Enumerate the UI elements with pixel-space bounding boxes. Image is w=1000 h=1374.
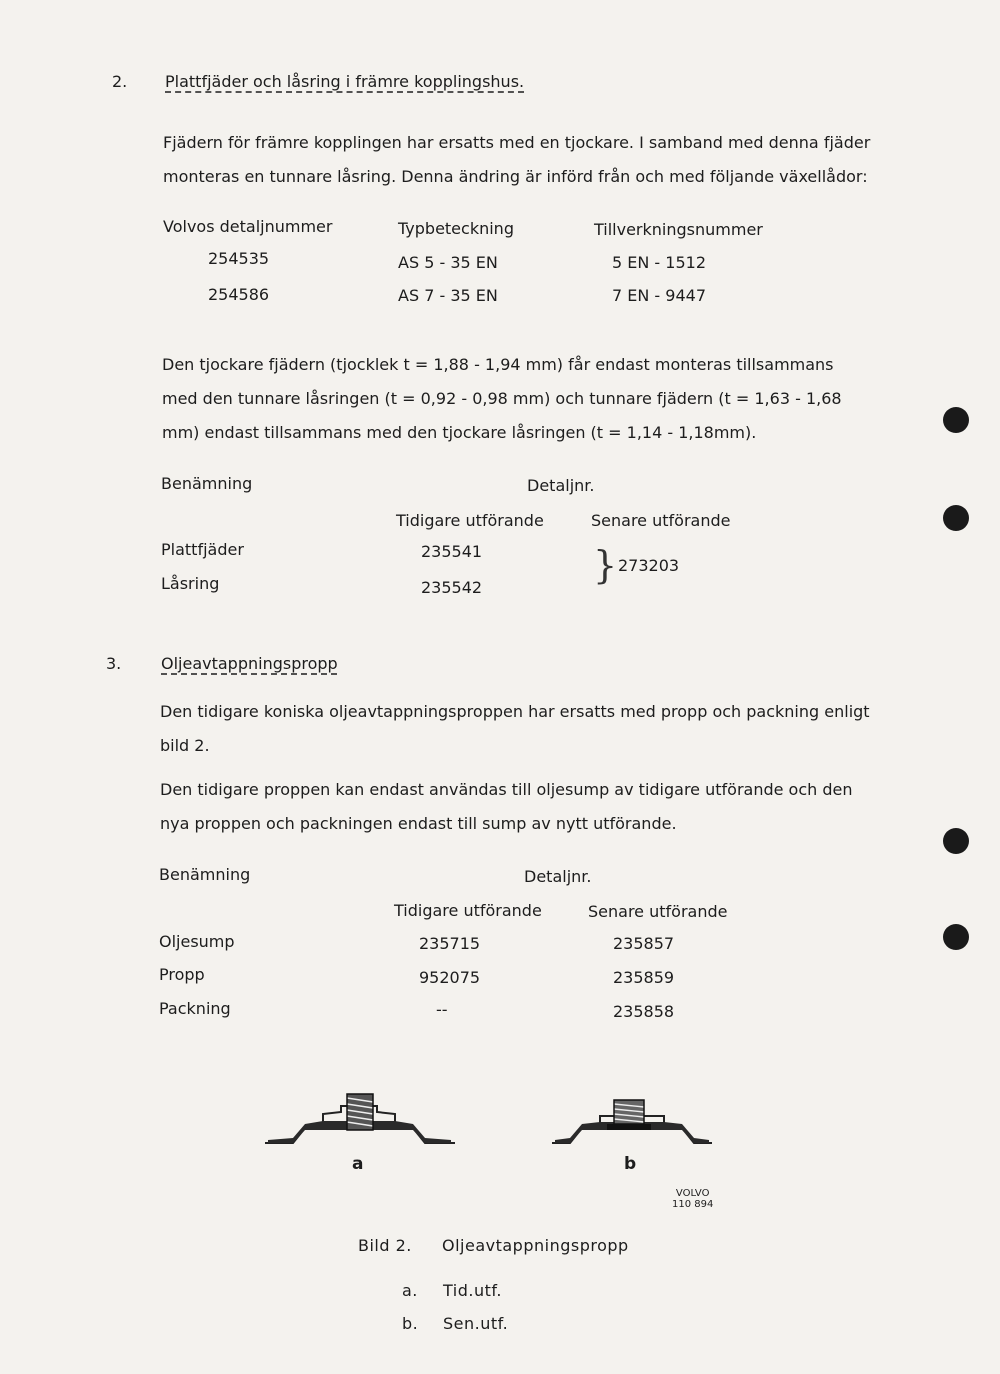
table2-row-old: 235541 [421, 542, 483, 561]
section-2-heading: Plattfjäder och låsring i främre kopplingshus. [165, 72, 525, 91]
legend-key-a: a. [402, 1281, 418, 1300]
brace-symbol: } [593, 543, 618, 587]
table3-col-detail: Detaljnr. [524, 867, 592, 886]
legend-text-b: Sen.utf. [443, 1314, 509, 1333]
table2-row-name: Plattfjäder [161, 540, 244, 559]
table3-col-name: Benämning [159, 865, 251, 884]
table1-cell: AS 7 - 35 EN [398, 286, 498, 305]
binder-hole-1 [943, 407, 969, 433]
section-2-paragraph-2 [162, 348, 842, 450]
table3-row-name: Oljesump [159, 932, 235, 951]
text-line: Den tidigare proppen kan endast användas till oljesump av tidigare utförande och den [160, 780, 853, 799]
table2-row-old: 235542 [421, 578, 483, 597]
table2-col-new: Senare utförande [591, 511, 731, 530]
binder-hole-2 [943, 505, 969, 531]
table3-col-new: Senare utförande [588, 902, 728, 921]
table3-row-new: 235859 [613, 968, 675, 987]
section-3-number: 3. [106, 654, 122, 673]
section-2-paragraph-1 [163, 126, 870, 194]
section-3-paragraph-2 [160, 773, 853, 841]
binder-hole-3 [943, 828, 969, 854]
legend-text-a: Tid.utf. [443, 1281, 502, 1300]
table1-cell: 5 EN - 1512 [612, 253, 707, 272]
figure-caption-text: Oljeavtappningspropp [442, 1236, 629, 1255]
figure-caption-number: Bild 2. [358, 1236, 412, 1255]
drain-plug-drawing-a [265, 1088, 455, 1148]
table1-header-type: Typbeteckning [398, 219, 514, 238]
logo-brand: VOLVO [675, 1188, 710, 1199]
text-line: Den tidigare koniska oljeavtappningsproppen har ersatts med propp och packning enligt [160, 702, 870, 721]
section-3-paragraph-1 [160, 695, 870, 763]
table3-row-old: -- [436, 1000, 448, 1019]
table3-row-name: Propp [159, 965, 205, 984]
table1-header-detail: Volvos detaljnummer [163, 217, 333, 236]
text-line: nya proppen och packningen endast till sump av nytt utförande. [160, 814, 677, 833]
table1-cell: 254586 [208, 285, 270, 304]
section-2-number: 2. [112, 72, 128, 91]
drain-plug-drawing-b [552, 1098, 712, 1148]
text-line: mm) endast tillsammans med den tjockare låsringen (t = 1,14 - 1,18mm). [162, 423, 757, 442]
text-line: Fjädern för främre kopplingen har ersatts med en tjockare. I samband med denna fjäder [163, 133, 871, 152]
table3-col-old: Tidigare utförande [394, 901, 542, 920]
table2-col-name: Benämning [161, 474, 253, 493]
table1-cell: 254535 [208, 249, 270, 268]
text-line: Den tjockare fjädern (tjocklek t = 1,88 - 1,94 mm) får endast monteras tillsammans [162, 355, 834, 374]
table3-row-old: 235715 [419, 934, 481, 953]
section-3-heading: Oljeavtappningspropp [161, 654, 338, 673]
text-line: bild 2. [160, 736, 210, 755]
table1-header-manufacture: Tillverkningsnummer [594, 220, 763, 239]
figure-label-b: b [624, 1154, 637, 1174]
table2-col-old: Tidigare utförande [396, 511, 544, 530]
table1-cell: AS 5 - 35 EN [398, 253, 498, 272]
table2-row-name: Låsring [161, 574, 220, 593]
table3-row-old: 952075 [419, 968, 481, 987]
table3-row-new: 235857 [613, 934, 675, 953]
logo-number: 110 894 [672, 1199, 714, 1210]
table3-row-name: Packning [159, 999, 231, 1018]
volvo-figure-number [672, 1188, 713, 1210]
table1-cell: 7 EN - 9447 [612, 286, 707, 305]
table2-col-detail: Detaljnr. [527, 476, 595, 495]
table3-row-new: 235858 [613, 1002, 675, 1021]
binder-hole-4 [943, 924, 969, 950]
legend-key-b: b. [402, 1314, 419, 1333]
figure-label-a: a [352, 1154, 364, 1174]
text-line: monteras en tunnare låsring. Denna ändring är införd från och med följande växellådor: [163, 167, 868, 186]
text-line: med den tunnare låsringen (t = 0,92 - 0,98 mm) och tunnare fjädern (t = 1,63 - 1,68 [162, 389, 842, 408]
table2-shared-new: 273203 [618, 556, 680, 575]
